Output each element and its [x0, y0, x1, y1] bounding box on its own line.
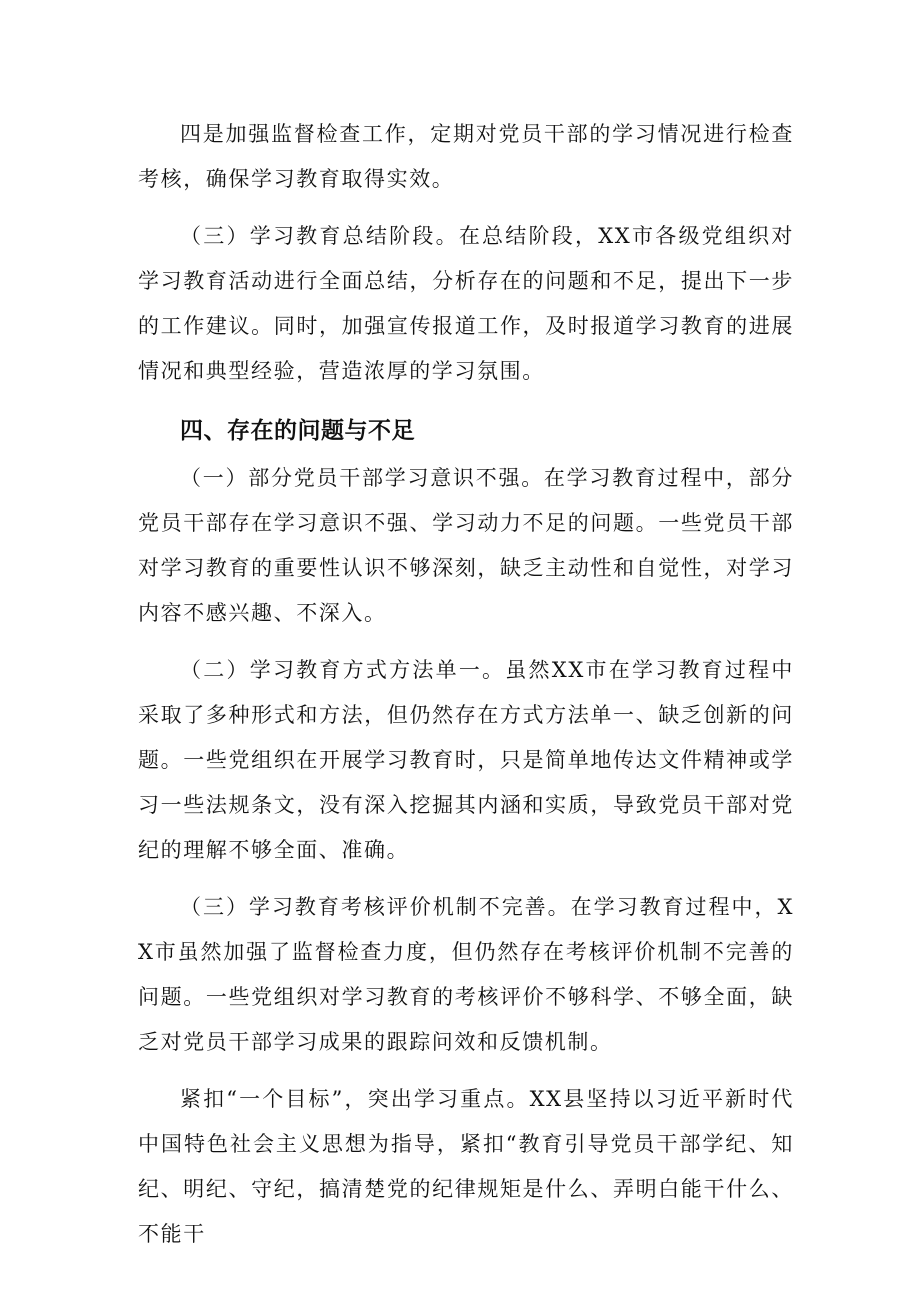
paragraph-supervision: 四是加强监督检查工作，定期对党员干部的学习情况进行检查考核，确保学习教育取得实效。 [138, 122, 794, 191]
section-heading-problems: 四、存在的问题与不足 [180, 418, 415, 444]
paragraph-problem-2: （二）学习教育方式方法单一。虽然XX市在学习教育过程中采取了多种形式和方法，但仍然存在方式方法单一、缺乏创新的问题。一些党组织在开展学习教育时，只是简单地传达文件精神或学习一些法规条文，没有深入挖掘其内涵和实质，导致党员干部对党纪的理解不够全面、准确。 [138, 658, 794, 862]
paragraph-summary-stage: （三）学习教育总结阶段。在总结阶段，XX市各级党组织对学习教育活动进行全面总结，分析存在的问题和不足，提出下一步的工作建议。同时，加强宣传报道工作，及时报道学习教育的进展情况和典型经验，营造浓厚的学习氛围。 [138, 224, 794, 383]
paragraph-problem-3: （三）学习教育考核评价机制不完善。在学习教育过程中，XX市虽然加强了监督检查力度，但仍然存在考核评价机制不完善的问题。一些党组织对学习教育的考核评价不够科学、不够全面，缺乏对党员干部学习成果的跟踪问效和反馈机制。 [138, 895, 794, 1054]
document-body [138, 112, 794, 1257]
paragraph-problem-1: （一）部分党员干部学习意识不强。在学习教育过程中，部分党员干部存在学习意识不强、学习动力不足的问题。一些党员干部对学习教育的重要性认识不够深刻，缺乏主动性和自觉性，对学习内容不感兴趣、不深入。 [138, 466, 794, 625]
paragraph-one-goal: 紧扣“一个目标”，突出学习重点。XX县坚持以习近平新时代中国特色社会主义思想为指导，紧扣“教育引导党员干部学纪、知纪、明纪、守纪，搞清楚党的纪律规矩是什么、弄明白能干什么、不能干 [138, 1087, 794, 1246]
